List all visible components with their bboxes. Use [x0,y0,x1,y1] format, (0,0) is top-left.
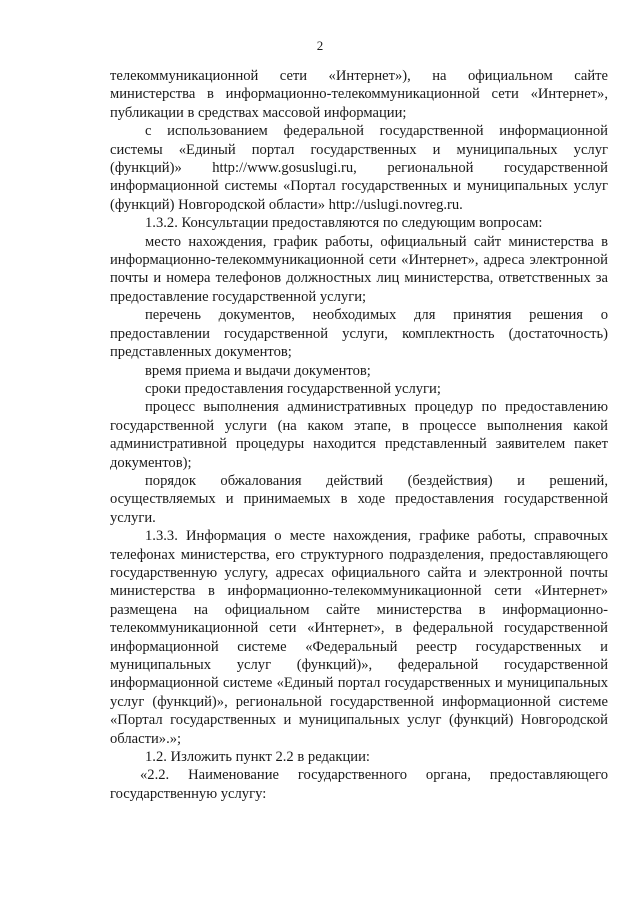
paragraph-1-2: 1.2. Изложить пункт 2.2 в редакции: [145,749,370,766]
paragraph-service-terms: сроки предоставления государственной услуги; [145,380,441,397]
paragraph-1-3-3: 1.3.3. Информация о месте нахождения, графике работы, справочных телефонах министерства, его структурного подразделения, предоставляющего государственную услугу, адресах официального сайта и электронной почты министерства в информационно-телекоммуникационной сети «Интернет» размещена на официальном сайте министерства в информационно-телекоммуникационной сети «Интернет», в федеральной государственной информационной системе «Федеральный реестр государственных и муниципальных услуг (функций)», федеральной государственной информационной системе «Единый портал государственных и муниципальных услуг (функций)», региональной государственной информационной системе «Портал государственных и муниципальных услуг (функций) Новгородской области».»; [110,528,608,747]
paragraph-portals: с использованием федеральной государственной информационной системы «Единый портал государственных и муниципальных услуг (функций)» http://www.gosuslugi.ru, региональной государственной информационной системы «Портал государственных и муниципальных услуг (функций) Новгородской области» http://uslugi.novreg.ru. [110,123,608,213]
paragraph-1-3-2: 1.3.2. Консультации предоставляются по следующим вопросам: [145,215,543,232]
paragraph-procedures: процесс выполнения административных процедур по предоставлению государственной услуги (на каком этапе, в процессе выполнения какой административной процедуры находится представленный заявителем пакет документов); [110,399,608,471]
page-number: 2 [316,38,324,53]
paragraph-continuation: телекоммуникационной сети «Интернет»), на официальном сайте министерства в информационно-телекоммуникационной сети «Интернет», публикации в средствах массовой информации; [110,68,608,121]
paragraph-documents-list: перечень документов, необходимых для принятия решения о предоставлении государственной услуги, комплектность (достаточность) представленных документов; [110,307,608,361]
paragraph-appeal: порядок обжалования действий (бездействия) и решений, осуществляемых и принимаемых в ходе предоставления государственной услуги. [110,472,608,526]
document-body [110,67,608,803]
paragraph-location: место нахождения, график работы, официальный сайт министерства в информационно-телекоммуникационной сети «Интернет», адреса электронной почты и номера телефонов должностных лиц министерства, ответственных за предоставление государственной услуги; [110,233,608,305]
paragraph-reception-time: время приема и выдачи документов; [145,362,371,379]
paragraph-2-2: «2.2. Наименование государственного органа, предоставляющего государственную услугу: [110,767,608,802]
